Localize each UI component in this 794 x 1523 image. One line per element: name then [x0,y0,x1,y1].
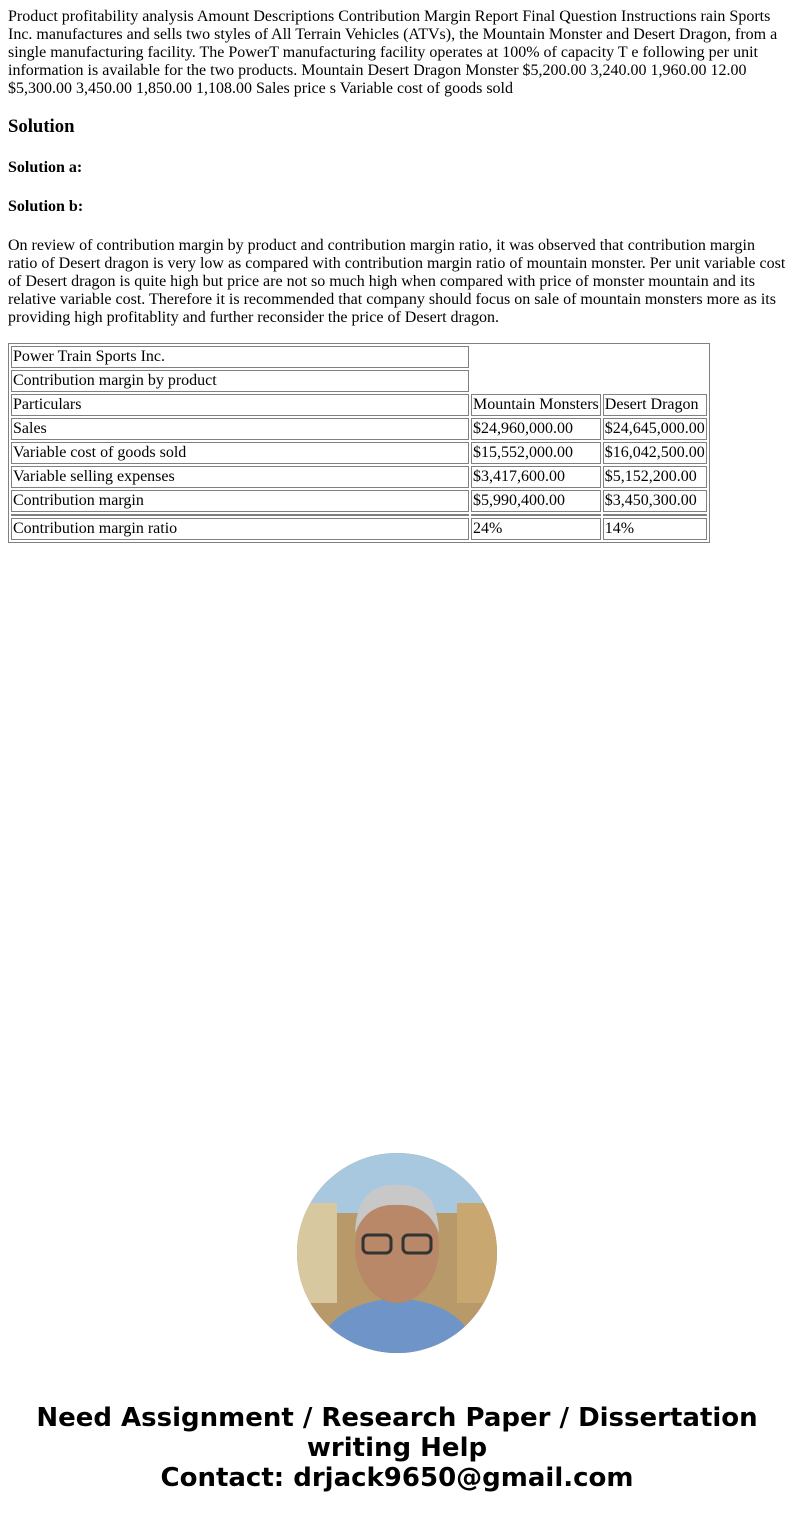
empty-cell [603,514,707,516]
solution-a-heading: Solution a: [8,159,83,176]
table-row [11,466,707,488]
cell: $16,042,500.00 [603,442,707,464]
row-label: Variable selling expenses [11,466,469,488]
header-desert-dragon: Desert Dragon [603,394,707,416]
author-avatar [297,1153,497,1353]
spacer-row [11,514,707,516]
footer-promo [0,1403,794,1493]
solution-b-heading: Solution b: [8,198,84,215]
table-row [11,490,707,512]
row-label: Variable cost of goods sold [11,442,469,464]
header-particulars: Particulars [11,394,469,416]
question-text: Product profitability analysis Amount Descriptions Contribution Margin Report Final Question Instructions rain Sports Inc. manufactures and sells two styles of All Terrain Vehicles (ATVs), the Mountain Monster and Desert Dragon, from a single manufacturing facility. The PowerT manufacturing facility operates at 100% of capacity T e following per unit information is available for the two products. Mountain Desert Dragon Monster $5,200.00 3,240.00 1,960.00 12.00 $5,300.00 3,450.00 1,850.00 1,108.00 Sales price s Variable cost of goods sold [8,8,778,97]
cell: 24% [471,518,601,540]
solution-paragraph: On review of contribution margin by product and contribution margin ratio, it was observed that contribution margin ratio of Desert dragon is very low as compared with contribution margin ratio of mountain monster. Per unit variable cost of Desert dragon is quite high but price are not so much high when compared with price of monster mountain and its relative variable cost. Therefore it is recommended that company should focus on sale of mountain monsters more as its providing high profitablity and further reconsider the price of Desert dragon. [8,237,786,326]
company-name: Power Train Sports Inc. [11,346,469,368]
cell: 14% [603,518,707,540]
cell: $3,417,600.00 [471,466,601,488]
cell: $3,450,300.00 [603,490,707,512]
solution-heading: Solution [8,116,75,137]
row-label: Contribution margin ratio [11,518,469,540]
header-mountain-monsters: Mountain Monsters [471,394,601,416]
empty-cell [11,514,469,516]
table-row [11,418,707,440]
cell: $5,990,400.00 [471,490,601,512]
cell: $5,152,200.00 [603,466,707,488]
empty-cell [471,514,601,516]
table-row [11,518,707,540]
table-subtitle: Contribution margin by product [11,370,469,392]
cell: $24,960,000.00 [471,418,601,440]
cell: $15,552,000.00 [471,442,601,464]
footer-contact: Contact: drjack9650@gmail.com [160,1463,634,1493]
footer-line-1: Need Assignment / Research Paper / Dissertation writing Help [36,1403,758,1463]
row-label: Contribution margin [11,490,469,512]
cell: $24,645,000.00 [603,418,707,440]
table-row [11,442,707,464]
row-label: Sales [11,418,469,440]
table-header-row [11,394,707,416]
contribution-margin-table [8,343,710,543]
